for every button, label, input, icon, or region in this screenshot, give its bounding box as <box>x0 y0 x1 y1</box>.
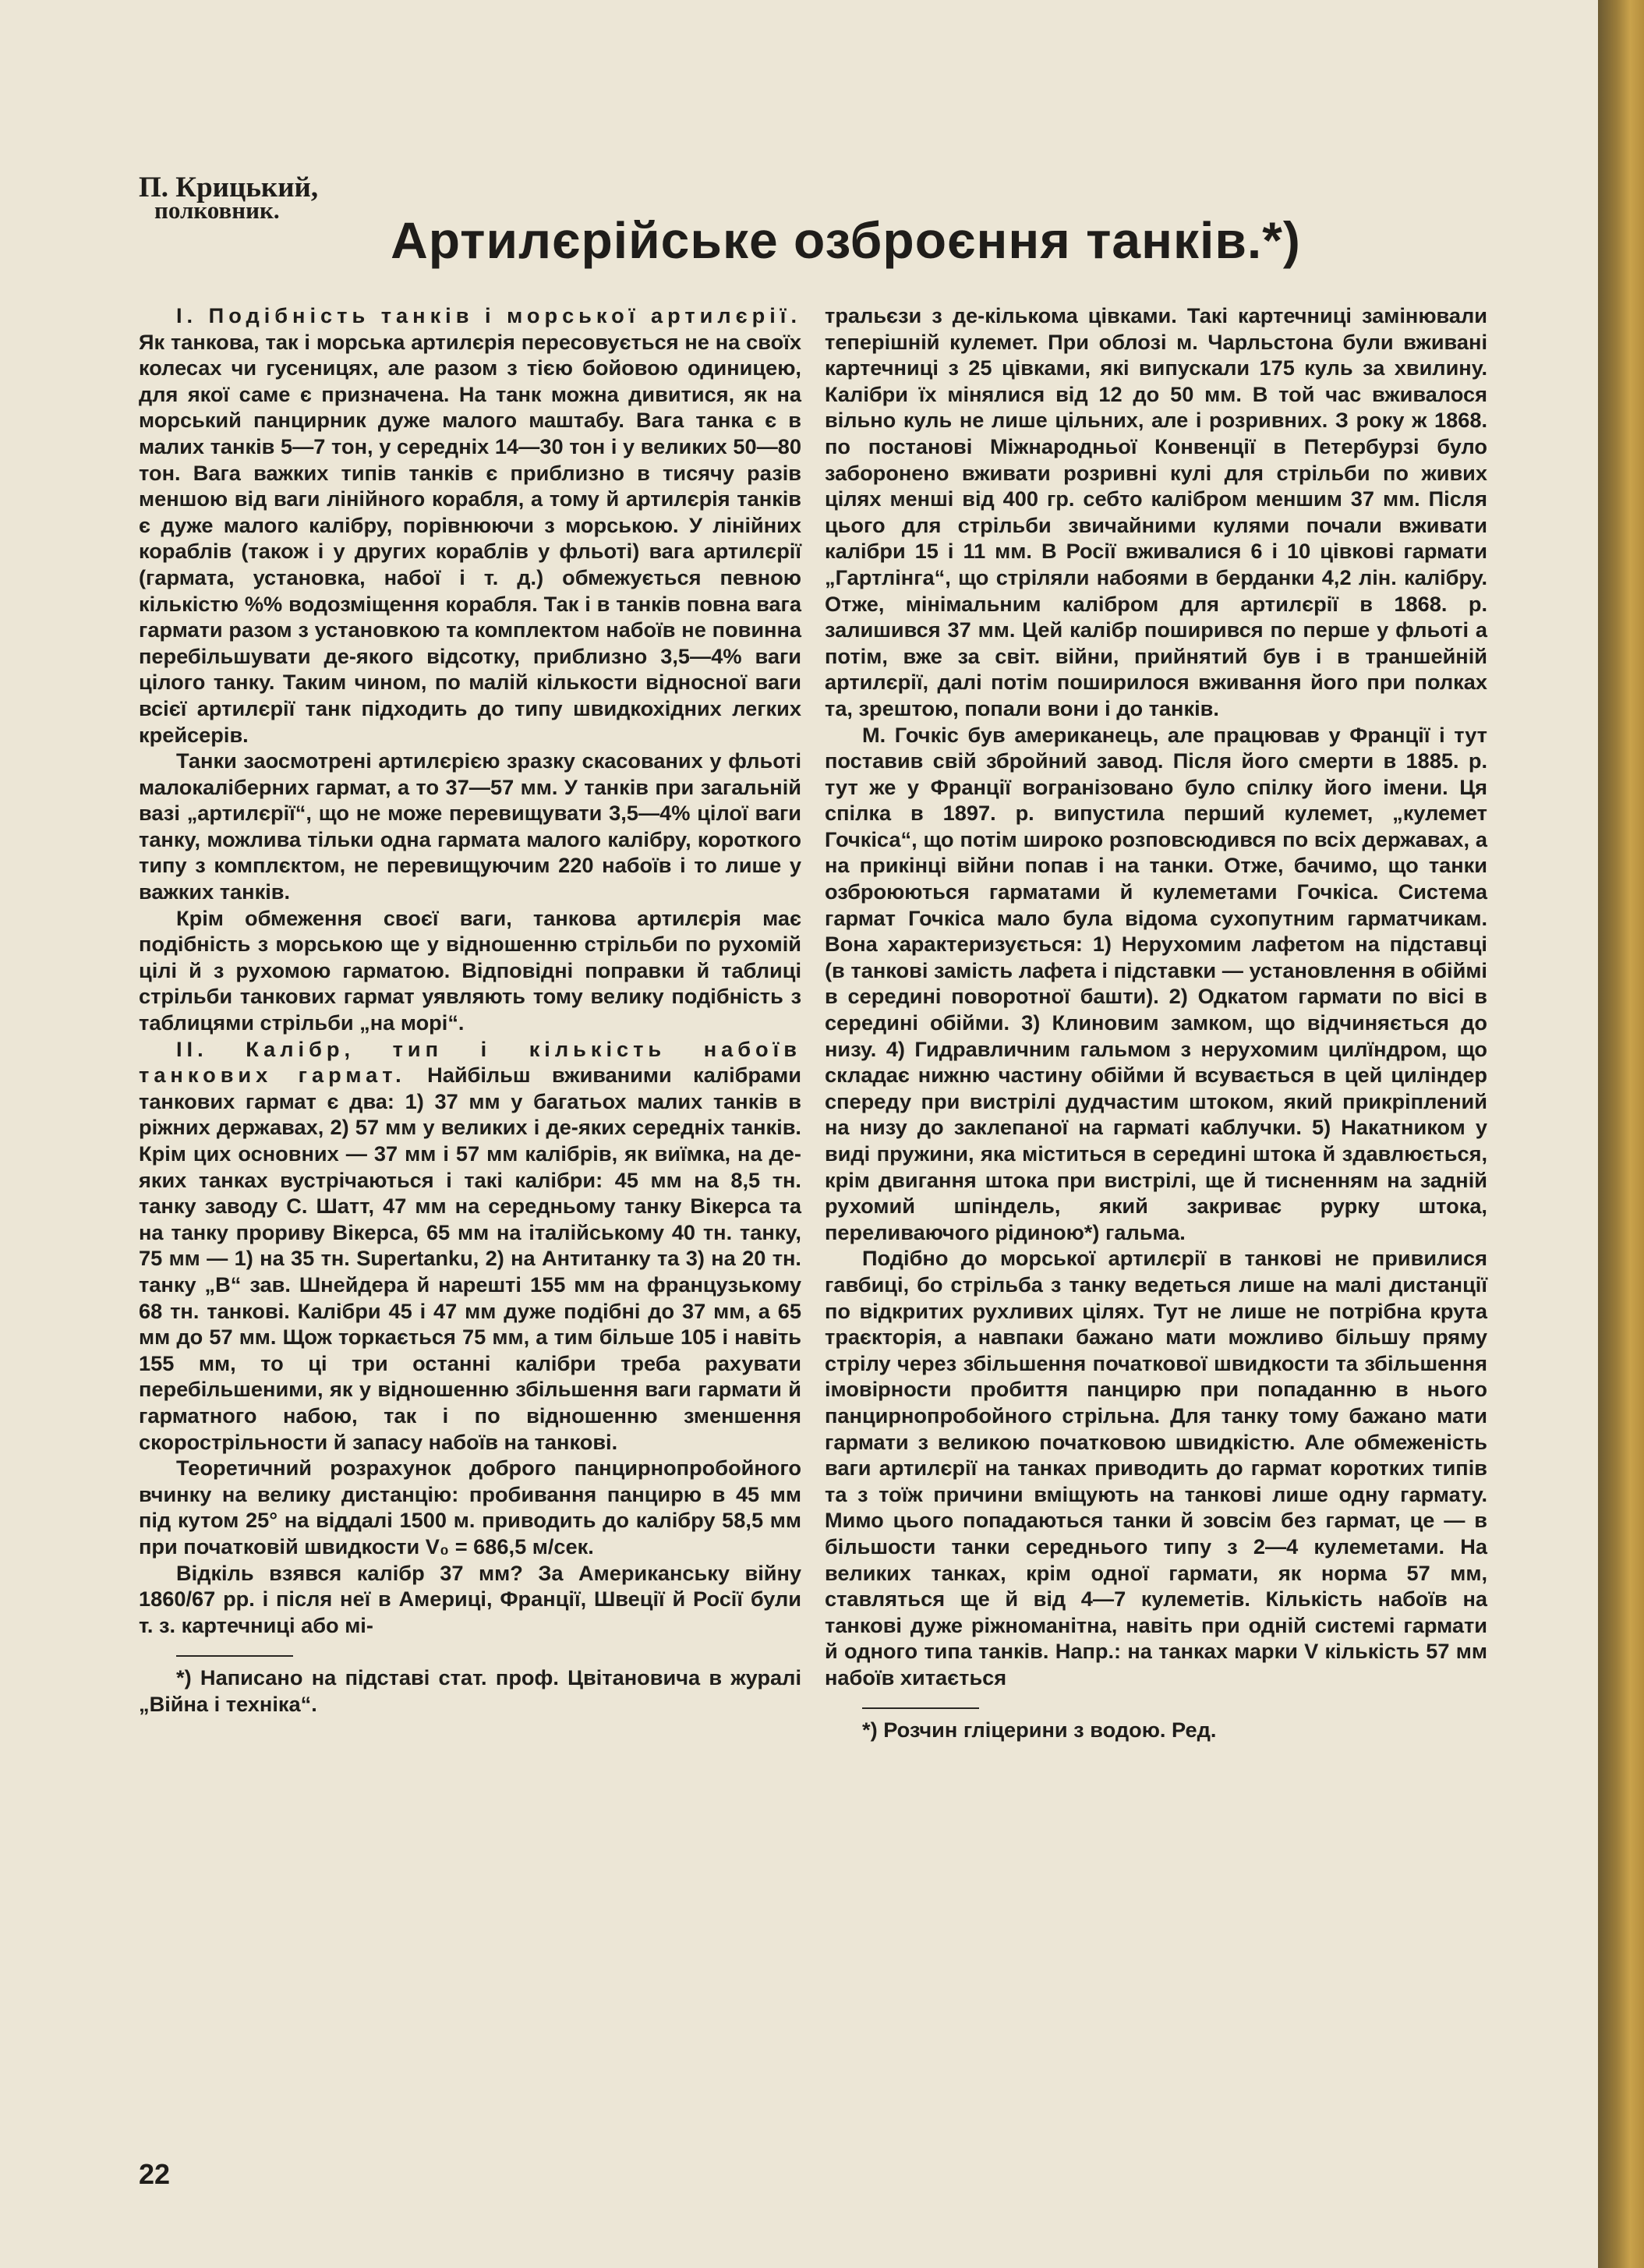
author-name: П. Крицький, <box>139 172 319 203</box>
footnote: *) Написано на підставі стат. проф. Цвітановича в журалі „Війна і техніка“. <box>139 1665 801 1716</box>
article-title: Артилєрійське озброєння танків.*) <box>391 211 1301 269</box>
footnote-divider <box>862 1707 979 1709</box>
paragraph <box>139 303 801 748</box>
paragraph: Танки заосмотрені артилєрією зразку скасованих у фльоті малокаліберних гармат, а то 37—57 мм. У танків при загальній вазі „артилєрії“, що не може перевищувати 3,5—4% цілої ваги танку, можлива тільки одна гармата малого калібру, короткого типу з комплєктом, не перевищуючим 220 набоїв і то лише у важких танків. <box>139 748 801 904</box>
binding-edge <box>1598 0 1644 2268</box>
paragraph <box>139 1036 801 1456</box>
section-heading: II. Калібр, тип і кількість набоїв танкових гармат. <box>139 1036 801 1088</box>
author-rank: полковник. <box>154 196 280 224</box>
footnote: *) Розчин гліцерини з водою. Ред. <box>862 1718 1217 1743</box>
section-heading: I. Подібність танків і морської артилєрії. <box>176 303 801 327</box>
paragraph: Теоретичний розрахунок доброго панцирнопробойного вчинку на велику дистанцію: пробивання панцирю в 45 мм під кутом 25° на віддалі 1500 м. приводить до калібру 58,5 мм при початковій швидкости V₀ = 686,5 м/сек. <box>139 1456 801 1559</box>
paragraph: Відкіль взявся калібр 37 мм? За Американську війну 1860/67 рр. і після неї в Америці, Франції, Швеції й Росії були т. з. картечниці або мі- <box>139 1560 801 1637</box>
footnote-divider <box>176 1655 293 1657</box>
page-number: 22 <box>139 2158 171 2190</box>
left-column <box>139 303 801 1717</box>
paragraph-text: Як танкова, так і морська артилєрія пересовується не на своїх колесах чи гусеницях, але разом з тією бойовою одиницею, для якої саме є призначена. На танк можна дивитися, як на морський панцирник дуже малого маштабу. Вага танка є в малих танків 5—7 тон, у середніх 14—30 тон і у великих 50—80 тон. Вага важких типів танків є приблизно в тисячу разів меншою від ваги лінійного корабля, а тому й артилєрія танків є дуже малого калібру, порівнюючи з морською. У лінійних кораблів (також і у других кораблів у фльоті) вага артилєрії (гармата, установка, набої і т. д.) обмежується певною кількістю %% водозміщення корабля. Так і в танків повна вага гармати разом з установкою та комплектом набоїв не повинна перебільшувати де-якого відсотку, приблизно 3,5—4% ваги цілого танку. Таким чином, по малій кількости відносної ваги всієї артилєрії танк підходить до типу швидкохідних легких крейсерів. <box>139 329 801 747</box>
paragraph-text: Найбільш вживаними калібрами танкових гармат є два: 1) 37 мм у багатьох малих танків в ріжних державах, 2) 57 мм у великих і де-яких середніх танків. Крім цих основних — 37 мм і 57 мм калібрів, як виїмка, на де-яких танках вустрічаються і такі калібри: 45 мм на 8,5 тн. танку заводу С. Шатт, 47 мм на середньому танку Вікерса та на танку прориву Вікерса, 65 мм на італійському 40 тн. танку, 75 мм — 1) на 35 тн. Supertanku, 2) на Антитанку та 3) на 20 тн. танку „B“ зав. Шнейдера й нарешті 155 мм на французькому 68 тн. танкові. Калібри 45 і 47 мм дуже подібні до 37 мм, а 65 мм до 57 мм. Щож торкається 75 мм, а тим більше 105 і навіть 155 мм, то ці три останні калібри треба рахувати перебільшеними, як у відношенню збільшення ваги гармати й гарматного набою, так і по відношенню зменшення скорострільности й запасу набоїв на танкові. <box>139 1063 802 1454</box>
paragraph: Крім обмеження своєї ваги, танкова артилєрія має подібність з морською ще у відношенню стрільби по рухомій цілі й з рухомою гарматою. Відповідні поправки й таблиці стрільби танкових гармат уявляють тому велику подібність з таблицями стрільби „на морі“. <box>139 905 801 1035</box>
paragraph: М. Гочкіс був американець, але працював у Франції і тут поставив свій збройний завод. Після його смерти в 1885. р. тут же у Франції вогранізовано було спілку його імени. Ця спілка в 1897. р. випустила перший кулемет, „кулемет Гочкіса“, що потім широко розповсюдився по всіх державах, а на прикінці війни попав і на танки. Отже, бачимо, що танки озброюються гарматами й кулеметами Гочкіса. Система гармат Гочкіса мало була відома сухопутним гарматчикам. Вона характеризується: 1) Нерухомим лафетом на підставці (в танкові замість лафета і підставки — установлення в обіймі в середині поворотної башти). 2) Одкатом гармати по вісі в середині обійми. 3) Клиновим замком, що відчиняється до низу. 4) Гидравличним гальмом з нерухомим цилїндром, що складає нижню частину обійми й всувається в цей циліндер спереду при вистрілі дудчастим штоком, який прикріплений на низу до заклепаної на гарматі каблучки. 5) Накатником у виді пружини, яка міститься в середині штока й здавлюється, крім двигання штока при вистрілі, ще й тисненням на задній рухомий шпіндель, який закриває рурку штока, переливаючого рідиною*) гальма. <box>825 722 1487 1244</box>
paragraph: Подібно до морської артилєрії в танкові не привилися гавбиці, бо стрільба з танку ведеться лише на малі дистанції по відкритих рухливих цілях. Тут не лише не потрібна крута траєкторія, а навпаки бажано мати можливо більшу пряму стрілу через збільшення початкової швидкости та збільшення імовірности пробиття панцирю при попаданню в нього панцирнопробойного стрільна. Для танку тому бажано мати гармати з великою початковою швидкістю. Але обмеженість ваги артилєрії на танках приводить до гармат коротких типів та з тоїж причини вміщують на танкові лише одну гармату. Мимо цього попадаються танки й зовсім без гармат, це — в більшости танки середнього типу з 2—4 кулеметами. На великих танках, крім одної гармати, як норма 57 мм, ставляться ще й від 4—7 кулеметів. Кількість набоїв на танкові дуже ріжноманітна, навіть при одній системі гармати й одного типа танків. Напр.: на танках марки V кількість 57 мм набоїв хитається <box>825 1246 1487 1690</box>
right-column <box>825 303 1487 1743</box>
paragraph: тральєзи з де-кількома цівками. Такі картечниці замінювали теперішній кулемет. При облозі м. Чарльстона були вживані картечниці з 25 цівками, які випускали 175 куль за хвилину. Калібри їх мінялися від 12 до 50 мм. В той час вживалося вільно куль не лише цільних, але і розривних. З року ж 1868. по постанові Міжнародньої Конвенції в Петербурзі було заборонено вживати розривні кулі для стрільби по живих цілях менші від 400 гр. себто калібром меншим 37 мм. Після цього для стрільби звичайними кулями почали вживати калібри 15 і 11 мм. В Росії вживалися 6 і 10 цівкові гармати „Гартлінга“, що стріляли набоями в берданки 4,2 лін. калібру. Отже, мінімальним калібром для артилєрії в 1868. р. залишився 37 мм. Цей калібр поширився по перше у фльоті а потім, вже за світ. війни, прийнятий був і в траншейній артилєрії, далі потім поширилося вживання його при полках та, зрештою, попали вони і до танків. <box>825 303 1487 720</box>
